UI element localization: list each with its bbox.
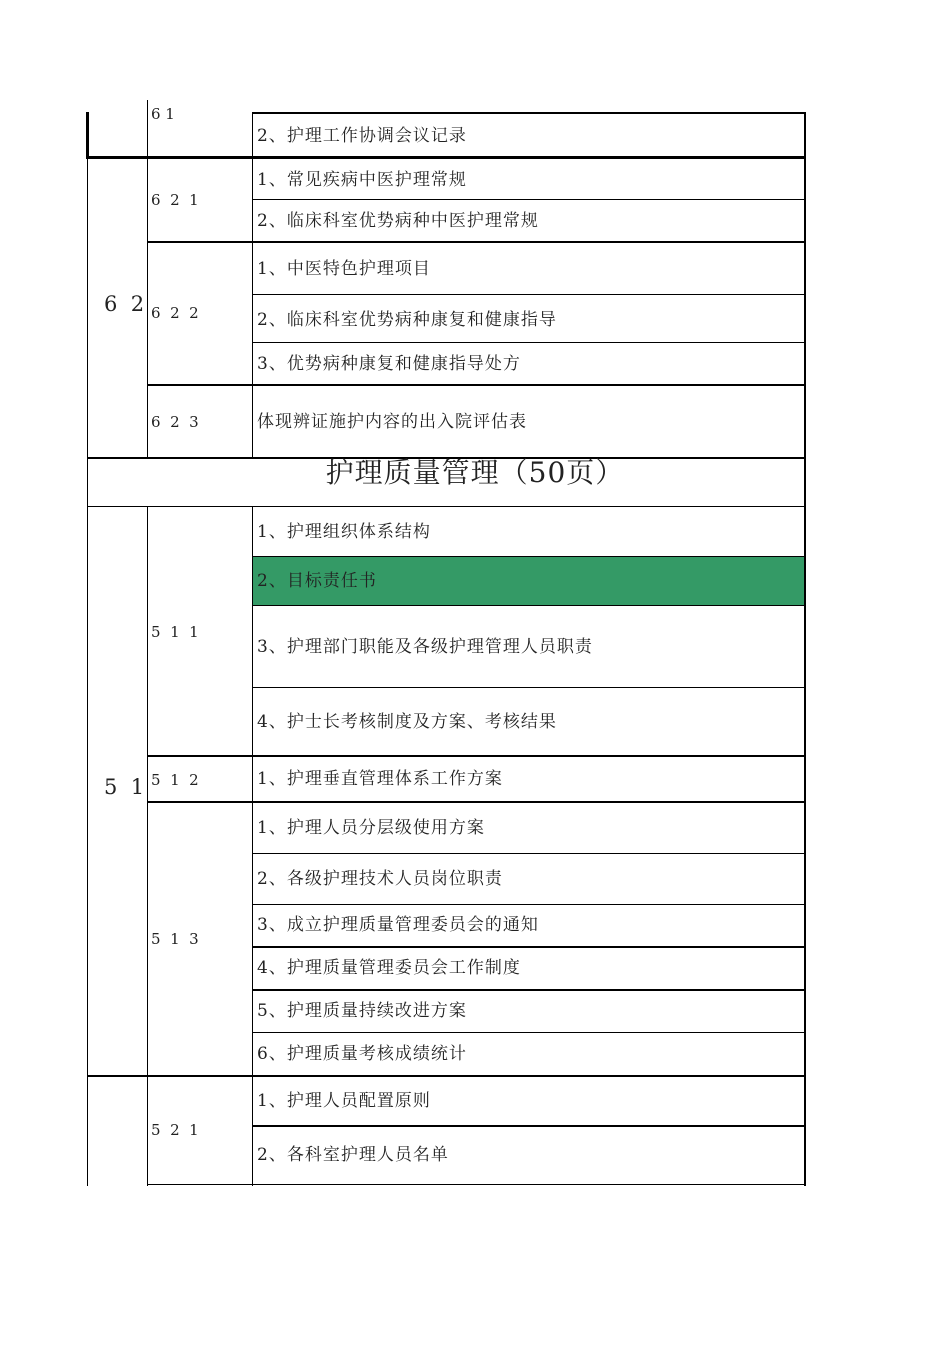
code-6-2-2: 6 2 2 <box>151 304 199 322</box>
code-5-2-1: 5 2 1 <box>151 1121 199 1139</box>
list-item: 1、常见疾病中医护理常规 <box>257 170 467 190</box>
code-5-1-2: 5 1 2 <box>151 771 199 789</box>
list-item: 2、临床科室优势病种康复和健康指导 <box>257 310 557 330</box>
list-item: 3、优势病种康复和健康指导处方 <box>257 354 521 374</box>
code-6-2-3: 6 2 3 <box>151 413 199 431</box>
list-item: 5、护理质量持续改进方案 <box>257 1001 467 1021</box>
list-item: 6、护理质量考核成绩统计 <box>257 1044 467 1064</box>
code-5-1-1: 5 1 1 <box>151 623 199 641</box>
list-item: 2、临床科室优势病种中医护理常规 <box>257 211 539 231</box>
code-5-1-3: 5 1 3 <box>151 930 199 948</box>
section-label-5-1: 5 1 <box>104 775 145 799</box>
list-item: 2、各级护理技术人员岗位职责 <box>257 869 503 889</box>
section-title: 护理质量管理（50页） <box>325 456 625 489</box>
list-item: 1、中医特色护理项目 <box>257 259 431 279</box>
list-item: 3、护理部门职能及各级护理管理人员职责 <box>257 637 593 657</box>
list-item: 4、护理质量管理委员会工作制度 <box>257 958 521 978</box>
code-6-2-1: 6 2 1 <box>151 191 199 209</box>
list-item-highlighted: 2、目标责任书 <box>257 571 377 591</box>
list-item: 1、护理组织体系结构 <box>257 522 431 542</box>
list-item: 体现辨证施护内容的出入院评估表 <box>257 412 527 432</box>
code-6-1: 6 1 <box>151 105 175 123</box>
item-meeting-records: 2、护理工作协调会议记录 <box>257 126 467 146</box>
list-item: 2、各科室护理人员名单 <box>257 1145 449 1165</box>
section-label-6-2: 6 2 <box>104 292 145 316</box>
list-item: 1、护理人员分层级使用方案 <box>257 818 485 838</box>
list-item: 4、护士长考核制度及方案、考核结果 <box>257 712 557 732</box>
list-item: 1、护理人员配置原则 <box>257 1091 431 1111</box>
list-item: 1、护理垂直管理体系工作方案 <box>257 769 503 789</box>
list-item: 3、成立护理质量管理委员会的通知 <box>257 915 539 935</box>
